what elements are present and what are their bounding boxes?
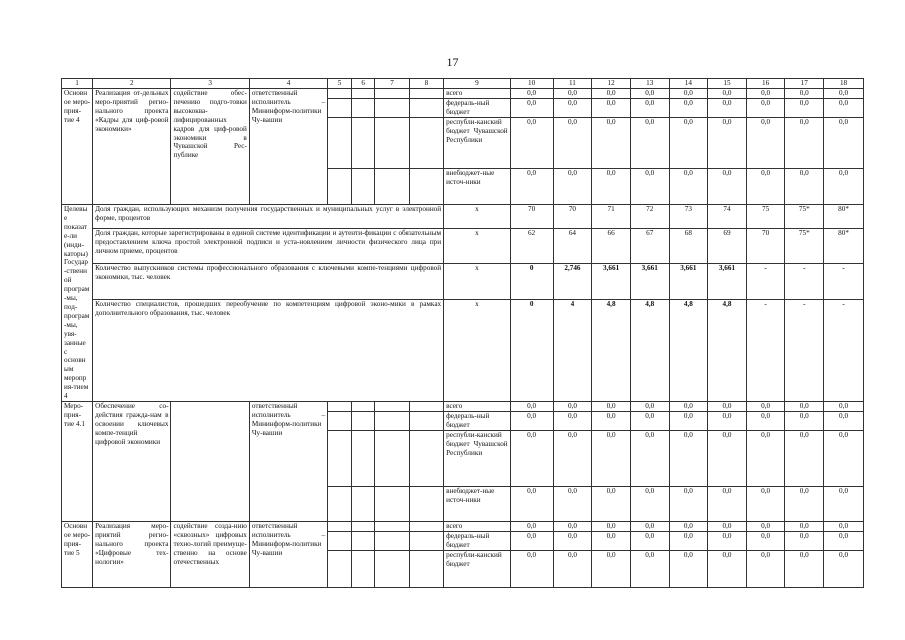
value-cell: 0,0 (510, 169, 553, 205)
empty-cell (409, 401, 443, 411)
indicator-value: 69 (708, 228, 747, 263)
value-cell: 0,0 (630, 99, 669, 118)
column-number-row (62, 79, 864, 89)
value-cell: 0,0 (592, 521, 631, 531)
value-cell: 0,0 (592, 486, 631, 521)
indicator-value: - (824, 299, 864, 401)
empty-cell (328, 118, 352, 169)
column-number-14: 14 (669, 79, 708, 89)
empty-cell (351, 550, 375, 587)
value-cell: 0,0 (592, 169, 631, 205)
indicator-value: - (746, 299, 785, 401)
value-cell: 0,0 (630, 430, 669, 486)
value-cell: 0,0 (746, 118, 785, 169)
indicator-unit: x (444, 299, 511, 401)
measure-goal: содействие созда-нию «сквозных» цифровых техно-логий преимуще-ственно на основе отечественных (171, 521, 249, 587)
column-number-16: 16 (746, 79, 785, 89)
value-cell: 0,0 (708, 531, 747, 550)
measure-executor: ответственный исполнитель – Мининформ-политики Чу-вашии (249, 401, 327, 521)
funding-source: всего (444, 89, 511, 99)
value-cell: 0,0 (669, 89, 708, 99)
value-cell: 0,0 (785, 118, 824, 169)
value-cell: 0,0 (669, 521, 708, 531)
indicator-value: 4,8 (630, 299, 669, 401)
empty-cell (351, 411, 375, 430)
value-cell: 0,0 (824, 401, 864, 411)
indicator-value: 75* (785, 205, 824, 229)
indicator-value: 71 (592, 205, 631, 229)
empty-cell (351, 430, 375, 486)
indicator-value: 80* (824, 205, 864, 229)
indicator-row (62, 205, 864, 229)
value-cell: 0,0 (630, 401, 669, 411)
measure-label: Основное меро-прия-тие 5 (62, 521, 93, 587)
indicators-label: Целевые показате-ли (инди-каторы) Государ-ственной програм-мы, под-програм-мы, увя-занные с основным мероприя-тием 4 (62, 205, 93, 402)
indicator-value: 70 (746, 228, 785, 263)
value-cell: 0,0 (592, 531, 631, 550)
empty-cell (351, 89, 375, 99)
indicator-unit: x (444, 264, 511, 299)
value-cell: 0,0 (785, 401, 824, 411)
column-number-3: 3 (171, 79, 249, 89)
value-cell: 0,0 (824, 531, 864, 550)
empty-cell (375, 430, 409, 486)
value-cell: 0,0 (708, 99, 747, 118)
funding-source: внебюджет-ные источ-ники (444, 169, 511, 205)
empty-cell (351, 99, 375, 118)
measure-name: Реализация меро-приятий регио-нального проекта «Цифровые тех-нологии» (93, 521, 171, 587)
program-table (61, 78, 864, 588)
empty-cell (375, 169, 409, 205)
indicator-row (62, 299, 864, 401)
value-cell: 0,0 (746, 521, 785, 531)
empty-cell (328, 521, 352, 531)
empty-cell (409, 169, 443, 205)
funding-source: всего (444, 401, 511, 411)
value-cell: 0,0 (708, 486, 747, 521)
value-cell: 0,0 (824, 550, 864, 587)
measure-label: Основное меро-прия-тие 4 (62, 89, 93, 205)
column-number-15: 15 (708, 79, 747, 89)
indicator-value: 75* (785, 228, 824, 263)
value-cell: 0,0 (785, 99, 824, 118)
value-cell: 0,0 (746, 89, 785, 99)
value-cell: 0,0 (669, 486, 708, 521)
indicator-value: 3,661 (592, 264, 631, 299)
value-cell: 0,0 (510, 411, 553, 430)
value-cell: 0,0 (708, 89, 747, 99)
value-cell: 0,0 (746, 531, 785, 550)
value-cell: 0,0 (669, 411, 708, 430)
column-number-12: 12 (592, 79, 631, 89)
empty-cell (351, 486, 375, 521)
empty-cell (409, 486, 443, 521)
value-cell: 0,0 (824, 521, 864, 531)
value-cell: 0,0 (746, 550, 785, 587)
column-number-5: 5 (328, 79, 352, 89)
empty-cell (375, 550, 409, 587)
page-number: 17 (446, 55, 459, 69)
indicator-value: 70 (510, 205, 553, 229)
value-cell: 0,0 (708, 169, 747, 205)
indicator-value: 4 (553, 299, 592, 401)
value-cell: 0,0 (824, 118, 864, 169)
value-cell: 0,0 (669, 99, 708, 118)
column-number-8: 8 (409, 79, 443, 89)
value-cell: 0,0 (746, 411, 785, 430)
value-cell: 0,0 (630, 521, 669, 531)
value-cell: 0,0 (708, 401, 747, 411)
empty-cell (375, 401, 409, 411)
empty-cell (375, 118, 409, 169)
funding-source: республи-канский бюджет Чувашской Республики (444, 430, 511, 486)
value-cell: 0,0 (785, 521, 824, 531)
value-cell: 0,0 (669, 118, 708, 169)
value-cell: 0,0 (785, 486, 824, 521)
empty-cell (328, 99, 352, 118)
table-row (62, 89, 864, 99)
value-cell: 0,0 (592, 89, 631, 99)
measure-name: Реализация от-дельных меро-приятий регио-нального проекта «Кадры для циф-ровой экономики» (93, 89, 171, 205)
empty-cell (328, 430, 352, 486)
value-cell: 0,0 (824, 89, 864, 99)
measure-executor: ответственный исполнитель – Мининформ-политики Чу-вашии (249, 521, 327, 587)
table-body (62, 79, 864, 588)
value-cell: 0,0 (630, 411, 669, 430)
value-cell: 0,0 (669, 531, 708, 550)
empty-cell (409, 89, 443, 99)
empty-cell (328, 411, 352, 430)
value-cell: 0,0 (785, 89, 824, 99)
empty-cell (351, 521, 375, 531)
value-cell: 0,0 (746, 401, 785, 411)
value-cell: 0,0 (708, 550, 747, 587)
indicator-row (62, 228, 864, 263)
table-row (62, 521, 864, 531)
value-cell: 0,0 (553, 401, 592, 411)
empty-cell (351, 531, 375, 550)
value-cell: 0,0 (746, 486, 785, 521)
value-cell: 0,0 (592, 550, 631, 587)
empty-cell (351, 118, 375, 169)
indicator-value: 70 (553, 205, 592, 229)
value-cell: 0,0 (708, 411, 747, 430)
value-cell: 0,0 (553, 411, 592, 430)
empty-cell (409, 550, 443, 587)
value-cell: 0,0 (510, 550, 553, 587)
indicator-value: 3,661 (708, 264, 747, 299)
indicator-text: Доля граждан, которые зарегистрированы в единой системе идентификации и аутенти-фикации с обязательным предоставлением ключа простой электронной подписи и уста-новлением личности физического лица при личном приеме, процентов (93, 228, 444, 263)
indicator-value: 68 (669, 228, 708, 263)
empty-cell (375, 531, 409, 550)
indicator-value: 73 (669, 205, 708, 229)
value-cell: 0,0 (510, 99, 553, 118)
funding-source: федераль-ный бюджет (444, 99, 511, 118)
value-cell: 0,0 (785, 531, 824, 550)
empty-cell (351, 401, 375, 411)
column-number-11: 11 (553, 79, 592, 89)
value-cell: 0,0 (669, 169, 708, 205)
value-cell: 0,0 (669, 550, 708, 587)
value-cell: 0,0 (630, 118, 669, 169)
value-cell: 0,0 (553, 99, 592, 118)
empty-cell (375, 486, 409, 521)
value-cell: 0,0 (630, 89, 669, 99)
value-cell: 0,0 (510, 531, 553, 550)
value-cell: 0,0 (510, 521, 553, 531)
indicator-value: - (785, 264, 824, 299)
value-cell: 0,0 (553, 118, 592, 169)
indicator-value: 4,8 (669, 299, 708, 401)
measure-label: Меро-прия-тие 4.1 (62, 401, 93, 521)
value-cell: 0,0 (785, 411, 824, 430)
empty-cell (409, 521, 443, 531)
funding-source: внебюджет-ные источ-ники (444, 486, 511, 521)
value-cell: 0,0 (824, 486, 864, 521)
value-cell: 0,0 (553, 521, 592, 531)
value-cell: 0,0 (510, 486, 553, 521)
value-cell: 0,0 (592, 411, 631, 430)
value-cell: 0,0 (510, 118, 553, 169)
indicator-text: Доля граждан, использующих механизм получения государственных и муниципальных услуг в электронной форме, процентов (93, 205, 444, 229)
value-cell: 0,0 (630, 531, 669, 550)
empty-cell (351, 169, 375, 205)
empty-cell (375, 89, 409, 99)
funding-source: республи-канский бюджет (444, 550, 511, 587)
value-cell: 0,0 (553, 550, 592, 587)
indicator-value: 4,8 (708, 299, 747, 401)
indicator-text: Количество специалистов, прошедших переобучение по компетенциям цифровой эконо-мики в рамках дополнительного образования, тыс. человек (93, 299, 444, 401)
empty-cell (328, 550, 352, 587)
indicator-text: Количество выпускников системы профессионального образования с ключевыми компе-тенциями цифровой экономики, тыс. человек (93, 264, 444, 299)
empty-cell (409, 411, 443, 430)
indicator-value: 80* (824, 228, 864, 263)
indicator-value: 64 (553, 228, 592, 263)
empty-cell (409, 99, 443, 118)
indicator-value: 75 (746, 205, 785, 229)
value-cell: 0,0 (824, 169, 864, 205)
indicator-value: - (785, 299, 824, 401)
measure-executor: ответственный исполнитель – Мининформ-политики Чу-вашии (249, 89, 327, 205)
empty-cell (409, 430, 443, 486)
funding-source: федераль-ный бюджет (444, 531, 511, 550)
value-cell: 0,0 (510, 430, 553, 486)
value-cell: 0,0 (708, 430, 747, 486)
value-cell: 0,0 (669, 430, 708, 486)
value-cell: 0,0 (553, 486, 592, 521)
indicator-value: 66 (592, 228, 631, 263)
indicator-value: 0 (510, 264, 553, 299)
value-cell: 0,0 (746, 430, 785, 486)
measure-name: Обеспечение со-действия гражда-нам в освоении ключевых компе-тенций цифровой экономики (93, 401, 171, 521)
value-cell: 0,0 (592, 401, 631, 411)
value-cell: 0,0 (824, 411, 864, 430)
indicator-value: - (824, 264, 864, 299)
indicator-value: 3,661 (669, 264, 708, 299)
indicator-value: 0 (510, 299, 553, 401)
table-row (62, 401, 864, 411)
value-cell: 0,0 (630, 169, 669, 205)
value-cell: 0,0 (785, 430, 824, 486)
value-cell: 0,0 (553, 89, 592, 99)
empty-cell (375, 521, 409, 531)
value-cell: 0,0 (510, 401, 553, 411)
empty-cell (328, 486, 352, 521)
value-cell: 0,0 (592, 118, 631, 169)
empty-cell (328, 401, 352, 411)
empty-cell (409, 531, 443, 550)
value-cell: 0,0 (785, 550, 824, 587)
funding-source: республи-канский бюджет Чувашской Республики (444, 118, 511, 169)
value-cell: 0,0 (630, 486, 669, 521)
value-cell: 0,0 (669, 401, 708, 411)
column-number-13: 13 (630, 79, 669, 89)
column-number-10: 10 (510, 79, 553, 89)
funding-source: федераль-ный бюджет (444, 411, 511, 430)
empty-cell (328, 531, 352, 550)
indicator-value: 74 (708, 205, 747, 229)
indicator-value: 62 (510, 228, 553, 263)
value-cell: 0,0 (553, 531, 592, 550)
indicator-value: 67 (630, 228, 669, 263)
value-cell: 0,0 (553, 169, 592, 205)
value-cell: 0,0 (746, 99, 785, 118)
value-cell: 0,0 (510, 89, 553, 99)
value-cell: 0,0 (592, 99, 631, 118)
column-number-1: 1 (62, 79, 93, 89)
column-number-2: 2 (93, 79, 171, 89)
value-cell: 0,0 (553, 430, 592, 486)
column-number-4: 4 (249, 79, 327, 89)
column-number-17: 17 (785, 79, 824, 89)
value-cell: 0,0 (746, 169, 785, 205)
empty-cell (328, 89, 352, 99)
indicator-value: 72 (630, 205, 669, 229)
indicator-value: 3,661 (630, 264, 669, 299)
column-number-9: 9 (444, 79, 511, 89)
indicator-unit: x (444, 228, 511, 263)
measure-goal (171, 401, 249, 521)
value-cell: 0,0 (824, 430, 864, 486)
column-number-18: 18 (824, 79, 864, 89)
indicator-unit: x (444, 205, 511, 229)
value-cell: 0,0 (708, 118, 747, 169)
value-cell: 0,0 (785, 169, 824, 205)
indicator-value: 2,746 (553, 264, 592, 299)
indicator-value: - (746, 264, 785, 299)
empty-cell (409, 118, 443, 169)
value-cell: 0,0 (708, 521, 747, 531)
indicator-row (62, 264, 864, 299)
empty-cell (328, 169, 352, 205)
column-number-7: 7 (375, 79, 409, 89)
empty-cell (375, 99, 409, 118)
measure-goal: содействие обес-печению подго-товки высококва-лифицированных кадров для циф-ровой экономики в Чувашской Рес-публике (171, 89, 249, 205)
value-cell: 0,0 (630, 550, 669, 587)
value-cell: 0,0 (592, 430, 631, 486)
empty-cell (375, 411, 409, 430)
indicator-value: 4,8 (592, 299, 631, 401)
column-number-6: 6 (351, 79, 375, 89)
funding-source: всего (444, 521, 511, 531)
value-cell: 0,0 (824, 99, 864, 118)
